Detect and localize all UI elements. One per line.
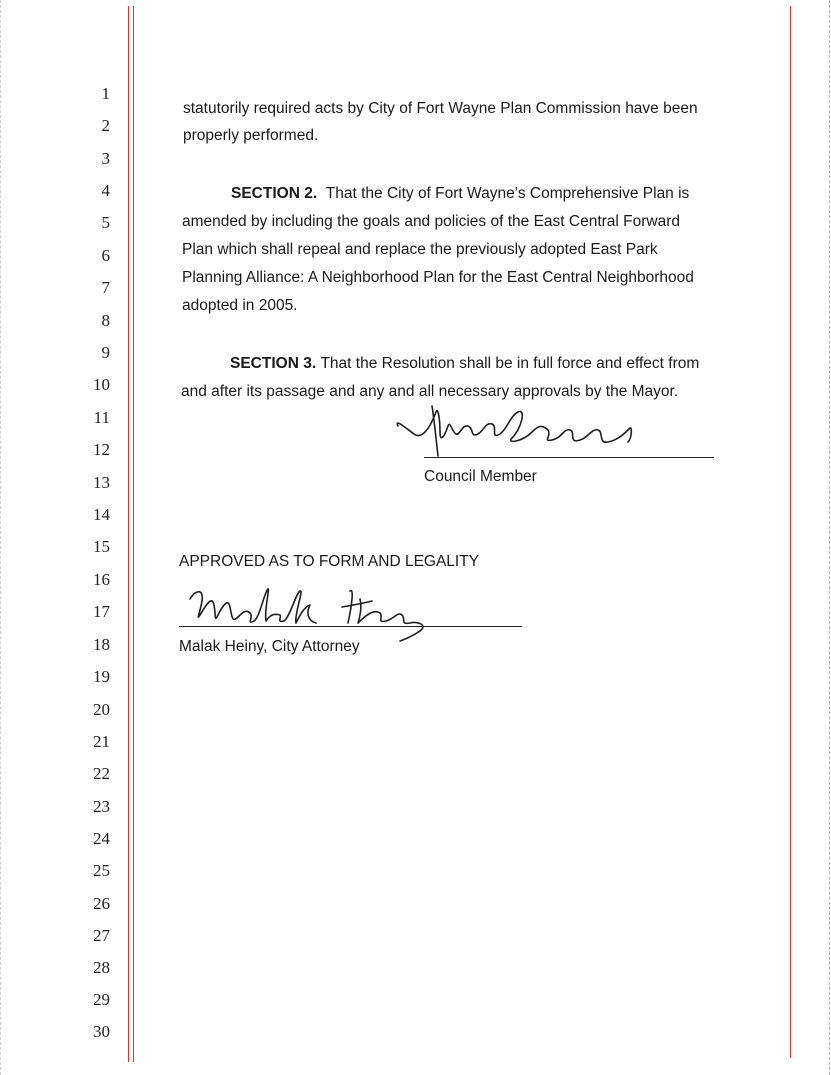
line-number: 15 <box>93 537 110 556</box>
right-margin-rule <box>790 6 791 1058</box>
body-text-line: amended by including the goals and policies of the East Central Forward <box>182 213 681 230</box>
body-text-line: adopted in 2005. <box>182 297 298 314</box>
line-number: 8 <box>101 311 110 330</box>
approval-heading: APPROVED AS TO FORM AND LEGALITY <box>179 553 480 570</box>
council-member-label: Council Member <box>424 468 537 485</box>
line-number: 18 <box>93 635 110 654</box>
section-2-text: That the City of Fort Wayne’s Comprehensive Plan is <box>325 185 690 202</box>
city-attorney-label: Malak Heiny, City Attorney <box>179 638 360 655</box>
page-edge-left <box>0 0 1 1075</box>
council-signature-line <box>424 457 714 458</box>
section-2-heading: SECTION 2. <box>231 185 318 202</box>
line-number: 13 <box>93 473 110 492</box>
line-number: 21 <box>93 732 110 751</box>
line-number: 6 <box>101 246 110 265</box>
section-2-first-line <box>231 184 689 204</box>
page-edge-right <box>829 0 830 1075</box>
line-number: 20 <box>93 700 110 719</box>
line-number: 28 <box>93 958 110 977</box>
attorney-signature-line <box>179 626 522 627</box>
section-3-heading: SECTION 3. <box>230 355 317 372</box>
line-number: 27 <box>93 926 110 945</box>
left-margin-rule-inner <box>133 6 134 1062</box>
council-member-signature <box>392 398 642 462</box>
line-number: 26 <box>93 894 110 913</box>
line-number: 17 <box>93 602 110 621</box>
left-margin-rule-outer <box>128 6 129 1062</box>
line-number: 16 <box>93 570 110 589</box>
body-text-line: statutorily required acts by City of Fort Wayne Plan Commission have been <box>183 100 698 117</box>
body-text-line: Plan which shall repeal and replace the previously adopted East Park <box>182 241 658 258</box>
line-number: 2 <box>101 116 110 135</box>
body-text-line: and after its passage and any and all necessary approvals by the Mayor. <box>181 383 679 400</box>
line-number: 30 <box>93 1022 110 1041</box>
line-number: 12 <box>93 440 110 459</box>
line-number: 1 <box>101 84 110 103</box>
section-3-first-line <box>230 354 699 374</box>
line-number: 5 <box>101 213 110 232</box>
line-number: 25 <box>93 861 110 880</box>
body-text-line: Planning Alliance: A Neighborhood Plan for the East Central Neighborhood <box>182 269 694 286</box>
line-number: 4 <box>101 181 110 200</box>
line-number: 22 <box>93 764 110 783</box>
line-number: 3 <box>101 149 110 168</box>
line-number: 29 <box>93 990 110 1009</box>
line-number: 19 <box>93 667 110 686</box>
line-number: 10 <box>93 375 110 394</box>
line-number: 23 <box>93 797 110 816</box>
line-number: 11 <box>93 408 110 427</box>
section-3-text: That the Resolution shall be in full force and effect from <box>320 355 700 372</box>
line-number: 9 <box>101 343 110 362</box>
line-number: 24 <box>93 829 110 848</box>
body-text-line: properly performed. <box>183 127 319 144</box>
line-number: 14 <box>93 505 110 524</box>
line-number: 7 <box>101 278 110 297</box>
